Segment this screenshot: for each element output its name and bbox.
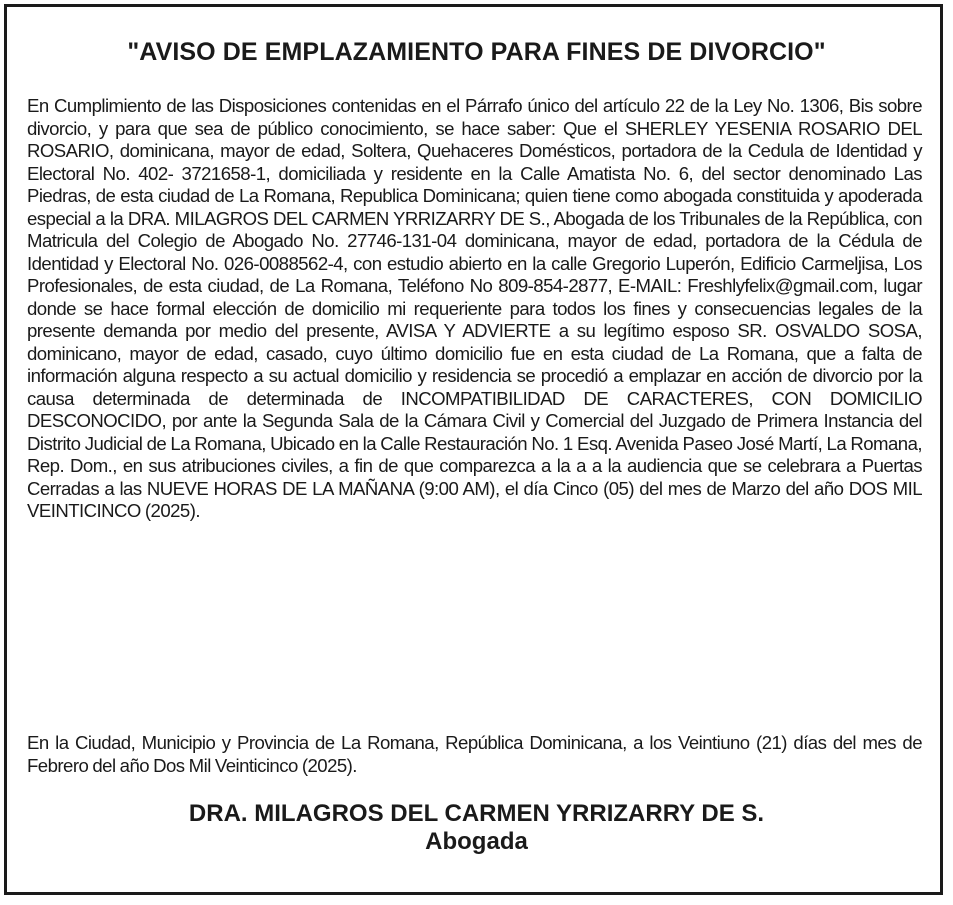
notice-body-paragraph: En Cumplimiento de las Disposiciones contenidas en el Párrafo único del artículo 22 de la Ley No. 1306, Bis sobre divorcio, y para que sea de público conocimiento, se hace saber: Que el SHERLEY YESENIA ROSARIO DEL ROSARIO, dominicana, mayor de edad, Soltera, Quehaceres Domésticos, portadora de la Cedula de Identidad y Electoral No. 402- 3721658-1, domiciliada y residente en la Calle Amatista No. 6, del sector denominado Las Piedras, de esta ciudad de La Romana, Republica Dominicana; quien tiene como abogada constituida y apoderada especial a la DRA. MILAGROS DEL CARMEN YRRIZARRY DE S., Abogada de los Tribunales de la República, con Matricula del Colegio de Abogado No. 27746-131-04 dominicana, mayor de edad, portadora de la Cédula de Identidad y Electoral No. 026-0088562-4, con estudio abierto en la calle Gregorio Luperón, Edificio Carmeljisa, Los Profesionales, de esta ciudad, de La Romana, Teléfono No 809-854-2877, E-MAIL: Freshlyfelix@gmail.com, lugar donde se hace formal elección de domicilio mi requeriente para todos los fines y consecuencias legales de la presente demanda por medio del presente, AVISA Y ADVIERTE a su legítimo esposo SR. OSVALDO SOSA, dominicano, mayor de edad, casado, cuyo último domicilio fue en esta ciudad de La Romana, que a falta de información alguna respecto a su actual domicilio y residencia se procedió a emplazar en acción de divorcio por la causa determinada de determinada de INCOMPATIBILIDAD DE CARACTERES, CON DOMICILIO DESCONOCIDO, por ante la Segunda Sala de la Cámara Civil y Comercial del Juzgado de Primera Instancia del Distrito Judicial de La Romana, Ubicado en la Calle Restauración No. 1 Esq. Avenida Paseo José Martí, La Romana, Rep. Dom., en sus atribuciones civiles, a fin de que comparezca a la a a la audiencia que se celebrara a Puertas Cerradas a las NUEVE HORAS DE LA MAÑANA (9:00 AM), el día Cinco (05) del mes de Marzo del año DOS MIL VEINTICINCO (2025). bbox=[27, 95, 922, 521]
signature-name: DRA. MILAGROS DEL CARMEN YRRIZARRY DE S. bbox=[188, 800, 765, 827]
signature-title: Abogada bbox=[425, 828, 528, 855]
notice-date-paragraph: En la Ciudad, Municipio y Provincia de La Romana, República Dominicana, a los Veintiuno (21) días del mes de Febrero del año Dos Mil Veinticinco (2025). bbox=[27, 732, 922, 776]
notice-title: "AVISO DE EMPLAZAMIENTO PARA FINES DE DIVORCIO" bbox=[127, 38, 826, 66]
